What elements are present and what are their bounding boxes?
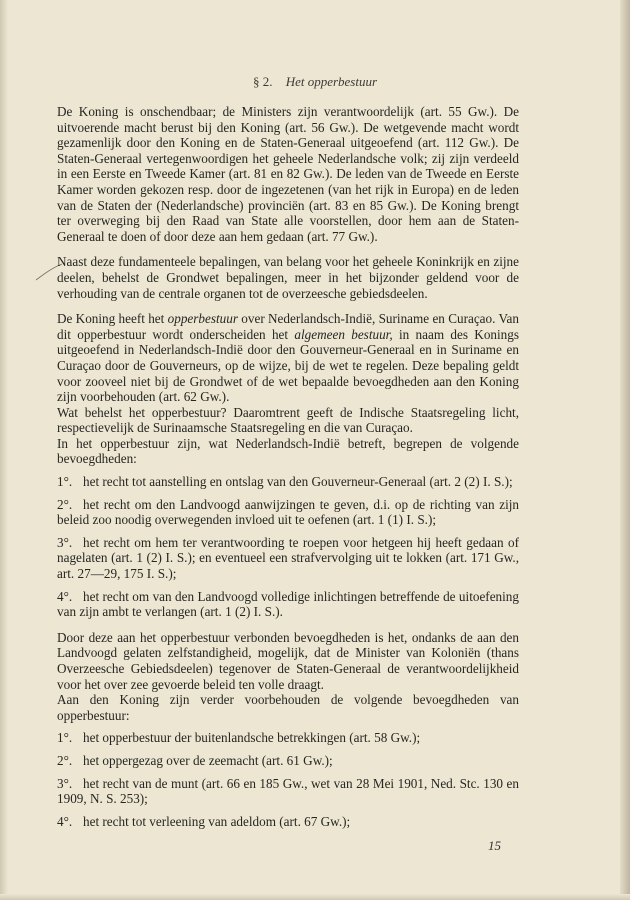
paragraph-constitution: De Koning is onschendbaar; de Ministers zijn verantwoordelijk (art. 55 Gw.). De uitvoerende macht berust bij den Koning (art. 56 Gw.). De wetgevende macht wordt gezamenlijk door den Koning en de Staten-Generaal uitgeoefend (art. 112 Gw.). De Staten-Generaal vertegenwoordigen het geheele Nederlandsche volk; zij zijn verdeeld in een Eerste en Tweede Kamer (art. 81 en 82 Gw.). De leden van de Tweede en Eerste Kamer worden gekozen resp. door de ingezetenen (van het rijk in Europa) en de leden van de Staten der (Nederlandsche) provinciën (art. 83 en 85 Gw.). De Koning brengt ter overweging bij den Raad van State alle voorstellen, door hem aan de Staten-Generaal te doen of door deze aan hem gedaan (art. 77 Gw.). bbox=[57, 104, 519, 244]
list2-item-number: 2°. bbox=[57, 752, 73, 768]
list2-item-number: 1°. bbox=[57, 730, 73, 746]
page-right-edge bbox=[620, 0, 630, 900]
list1-item-text: het recht om hem ter verantwoording te roepen voor hetgeen hij heeft gedaan of nagelaten (art. 1 (2) I. S.); en eventueel een strafvervolging uit te lokken (art. 171 Gw., art. 27—29, 175 I. S.); bbox=[57, 534, 519, 582]
list2-item bbox=[57, 776, 519, 807]
list1-item bbox=[57, 535, 519, 582]
list2-item bbox=[57, 730, 519, 746]
page-number: 15 bbox=[488, 838, 501, 853]
paragraph-bevoegdheden-intro: In het opperbestuur zijn, wat Nederlandsch-Indië betreft, begrepen de volgende bevoegdheden: bbox=[57, 435, 519, 467]
section-title: Het opperbestuur bbox=[285, 74, 378, 89]
list2-item-text: het recht van de munt (art. 66 en 185 Gw., wet van 28 Mei 1901, Ned. Stc. 130 en 1909, N. S. 253); bbox=[57, 775, 519, 807]
list1-item bbox=[57, 474, 519, 490]
p3-text-3: in naam des Konings uitgeoefend in Nederlandsch-Indië door den Gouverneur-Generaal en in Suriname en Curaçao door de Gouverneurs, op de wijze, bij de wet te regelen. Deze bepaling geldt voor zooveel niet bij de Grondwet of de wet bepaalde bevoegdheden aan den Koning zijn voorbehouden (art. 62 Gw.). bbox=[57, 326, 519, 405]
list2-item-number: 3°. bbox=[57, 775, 73, 791]
running-header bbox=[0, 74, 630, 90]
list1-item-number: 3°. bbox=[57, 534, 73, 550]
list2-item-number: 4°. bbox=[57, 813, 73, 829]
list2-item-text: het oppergezag over de zeemacht (art. 61 Gw.); bbox=[83, 752, 333, 768]
p3-text-1: De Koning heeft het bbox=[57, 311, 168, 327]
list1-item-text: het recht tot aanstelling en ontslag van den Gouverneur-Generaal (art. 2 (2) I. S.); bbox=[83, 474, 513, 490]
list1-item bbox=[57, 497, 519, 528]
list2-item bbox=[57, 753, 519, 769]
list2-item bbox=[57, 814, 519, 830]
list1-item-number: 2°. bbox=[57, 496, 73, 512]
page-bottom-edge bbox=[0, 894, 630, 900]
section-number: § 2. bbox=[252, 74, 273, 89]
p3-text-2: over Nederlandsch-Indië, Suriname en Curaçao. Van dit opperbestuur wordt onderscheiden het bbox=[57, 311, 519, 342]
list2-item-text: het opperbestuur der buitenlandsche betrekkingen (art. 58 Gw.); bbox=[83, 730, 421, 746]
list1-item-text: het recht om den Landvoogd aanwijzingen te geven, d.i. op de richting van zijn beleid zoo noodig overwegenden invloed uit te oefenen (art. 1 (1) I. S.); bbox=[57, 496, 519, 528]
paragraph-voorbehouden: Aan den Koning zijn verder voorbehouden de volgende bevoegdheden van opperbestuur: bbox=[57, 692, 519, 723]
list2-item-text: het recht tot verleening van adeldom (art. 67 Gw.); bbox=[83, 813, 351, 829]
paragraph-opperbestuur bbox=[57, 311, 519, 405]
paragraph-staatsregeling: Wat behelst het opperbestuur? Daaromtrent geeft de Indische Staatsregeling licht, respectievelijk de Surinaamsche Staatsregeling en die van Curaçao. bbox=[57, 404, 519, 436]
p3-emphasis-opperbestuur: opperbestuur bbox=[167, 311, 238, 327]
list1-item bbox=[57, 589, 519, 620]
list1-item-text: het recht om van den Landvoogd volledige inlichtingen betreffende de uitoefening van zijn ambt te verlangen (art. 1 (2) I. S.). bbox=[57, 588, 519, 620]
list1-item-number: 4°. bbox=[57, 588, 73, 604]
p3-emphasis-algemeen-bestuur: algemeen bestuur, bbox=[294, 326, 393, 342]
page-left-edge bbox=[0, 0, 8, 900]
list1-item-number: 1°. bbox=[57, 474, 73, 490]
body-text bbox=[57, 104, 519, 829]
paragraph-minister: Door deze aan het opperbestuur verbonden bevoegdheden is het, ondanks de aan den Landvoogd gelaten zelfstandigheid, mogelijk, dat de Minister van Koloniën (thans Overzeesche Gebiedsdeelen) tegenover de Staten-Generaal de verantwoordelijkheid voor het over zee gevoerde beleid ten volle draagt. bbox=[57, 629, 519, 692]
paragraph-grondwet: Naast deze fundamenteele bepalingen, van belang voor het geheele Koninkrijk en zijne deelen, behelst de Grondwet bepalingen, meer in het bijzonder geldend voor de verhouding van de centrale organen tot de overzeesche gebiedsdeelen. bbox=[57, 254, 519, 301]
